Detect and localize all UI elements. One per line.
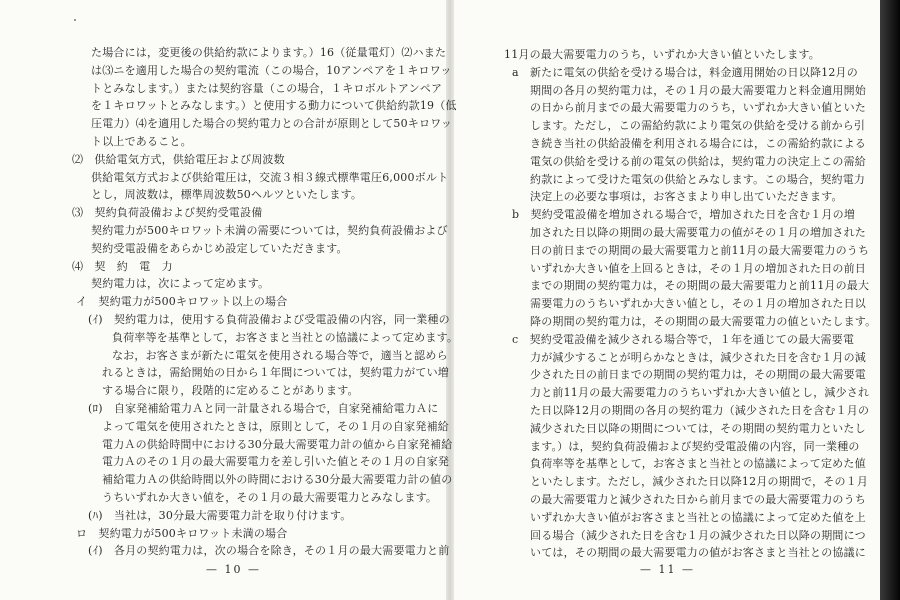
- left-page-line: とし，周波数は，標準周波数50ヘルツといたします。: [91, 188, 363, 202]
- left-page-line: 契約受電設備をあらかじめ設定していただきます。: [91, 241, 348, 255]
- left-page-line: 契約電力が500キロワット未満の需要については，契約負荷設備および: [91, 224, 448, 237]
- left-page-line: 電力Ａの供給時間中における30分最大需要電力計の値から自家発補給: [102, 437, 453, 451]
- left-page-line: ⑷ 契 約 電 力: [72, 259, 173, 273]
- left-page-number: — 10 —: [206, 563, 261, 576]
- left-page-line: は⑶ニを適用した場合の契約電流（この場合，10アンペアを１キロワッ: [91, 63, 452, 77]
- left-page-line: トとみなします。）または契約容量（この場合，１キロボルトアンペア: [91, 81, 443, 95]
- left-page-line: (ｲ) 各月の契約電力は，次の場合を除き，その１月の最大需要電力と前: [88, 544, 450, 558]
- right-page-line: 降の期間の契約電力は，その期間の最大需要電力の値といたします。: [530, 315, 877, 328]
- right-page-line: 11月の最大需要電力のうち，いずれか大きい値といたします。: [504, 48, 820, 61]
- left-page-line: ロ 契約電力が500キロワット未満の場合: [76, 526, 288, 540]
- left-page-line: (ﾊ) 当社は，30分最大需要電力計を取り付けます。: [88, 508, 352, 522]
- left-page-line: (ｲ) 契約電力は，使用する負荷設備および受電設備の内容，同一業種の: [88, 313, 450, 326]
- right-page-line: 電気の供給を受ける前の電気の供給は，契約電力の決定上この需給: [530, 154, 866, 168]
- right-page-line: 力が減少することが明らかなときは，減少された日を含む１月の減: [530, 350, 866, 364]
- right-page-line: いずれか大きい値を上回るときは，その１月の増加された日の前日: [530, 261, 866, 275]
- right-page-number: — 11 —: [640, 563, 695, 576]
- left-page-line: 契約電力は，次によって定めます。: [91, 277, 270, 291]
- left-page-line: (ﾛ) 自家発補給電力Ａと同一計量される場合で，自家発補給電力Ａに: [88, 402, 439, 415]
- right-page-line: 回る場合（減少された日を含む１月の減少された日以降の期間につ: [530, 528, 866, 542]
- right-page-line: の最大需要電力と減少された日から前月までの最大需要電力のうち: [530, 493, 866, 506]
- right-page-line: b 契約受電設備を増加される場合で，増加された日を含む１月の増: [512, 208, 856, 222]
- left-page-line: た場合には，変更後の供給約款によります。）16（従量電灯）⑵ハまた: [91, 46, 447, 59]
- right-page-line: 日の前日までの期間の最大需要電力と前11月の最大需要電力のうち: [530, 243, 870, 257]
- scan-dark-edge: [880, 0, 900, 600]
- right-page-line: ます。）は，契約負荷設備および契約受電設備の内容，同一業種の: [530, 439, 860, 453]
- left-page-line: れるときは，需給開始の日から１年間については，契約電力がてい増: [102, 366, 449, 380]
- right-page-line: た日以降12月の期間の各月の契約電力（減少された日を含む１月の: [530, 404, 870, 417]
- right-page-line: の日から前月までの最大需要電力のうち，いずれか大きい値といた: [530, 101, 866, 115]
- right-page-line: c 契約受電設備を減少される場合等で，１年を通じての最大需要電: [512, 332, 855, 346]
- right-page-line: 決定上の必要な事項は，お客さまより申し出ていただきます。: [530, 190, 843, 204]
- right-page-line: a 新たに電気の供給を受ける場合は，料金適用開始の日以降12月の: [512, 65, 858, 79]
- left-page-line: 供給電気方式および供給電圧は，交流３相３線式標準電圧6,000ボルト: [91, 170, 449, 184]
- left-page-line: 補給電力Ａの供給時間以外の時間における30分最大需要電力計の値の: [102, 473, 453, 487]
- left-page-line: ⑵ 供給電気方式，供給電圧および周波数: [72, 152, 285, 166]
- right-page-line: き続き当社の供給設備を利用される場合には，この需給約款による: [530, 137, 866, 150]
- right-page-line: 需要電力のうちいずれか大きい値とし，その１月の増加された日以: [530, 297, 866, 311]
- page-gutter: [446, 0, 454, 600]
- right-page-line: いずれか大きい値がお客さまと当社との協議によって定めた値を上: [530, 510, 866, 524]
- left-page-line: ⑶ 契約負荷設備および契約受電設備: [72, 206, 263, 220]
- scan-speck: [74, 19, 76, 21]
- left-page-line: する場合に限り，段階的に定めることがあります。: [102, 384, 359, 398]
- right-page-line: します。ただし，この需給約款により電気の供給を受ける前から引: [530, 119, 866, 133]
- right-page-line: 加された日以降の期間の最大需要電力の値がその１月の増加された: [530, 226, 866, 239]
- right-page-line: 約款によって受けた電気の供給とみなします。この場合，契約電力: [530, 172, 866, 186]
- right-page-line: 少された日の前日までの期間の契約電力は，その期間の最大需要電: [530, 368, 866, 382]
- left-page-line: よって電気を使用されたときは，原則として，その１月の自家発補給: [102, 419, 449, 433]
- right-page-line: 期間の各月の契約電力は，その１月の最大需要電力と料金適用開始: [530, 83, 866, 97]
- right-page-line: 力と前11月の最大需要電力のうちいずれか大きい値とし，減少され: [530, 386, 870, 400]
- left-page-line: 電力Ａのその１月の最大需要電力を差し引いた値とその１月の自家発: [102, 455, 450, 469]
- right-page-line: といたします。ただし，減少された日以降12月の期間で，その１月: [530, 475, 869, 489]
- right-page-line: までの期間の契約電力は，その期間の最大需要電力と前11月の最大: [530, 279, 870, 293]
- right-page-line: 減少された日以降の期間については，その期間の契約電力といたし: [530, 421, 866, 435]
- left-page-line: なお，お客さまが新たに電気を使用される場合等で，適当と認めら: [112, 348, 448, 362]
- left-page-line: 負荷率等を基準として，お客さまと当社との協議によって定めます。: [112, 330, 459, 344]
- left-page-line: イ 契約電力が500キロワット以上の場合: [76, 295, 288, 309]
- left-page-line: 圧電力）⑷を適用した場合の契約電力との合計が原則として50キロワッ: [91, 117, 453, 131]
- left-page-line: ト以上であること。: [91, 135, 192, 148]
- left-page-line: を１キロワットとみなします。）と使用する動力について供給約款19（低: [91, 99, 457, 113]
- left-page-line: うちいずれか大きい値を，その１月の最大需要電力とみなします。: [102, 491, 438, 504]
- right-page-line: いては，その期間の最大需要電力の値がお客さまと当社との協議に: [530, 546, 866, 560]
- right-page-line: 負荷率等を基準として，お客さまと当社との協議によって定めた値: [530, 457, 866, 471]
